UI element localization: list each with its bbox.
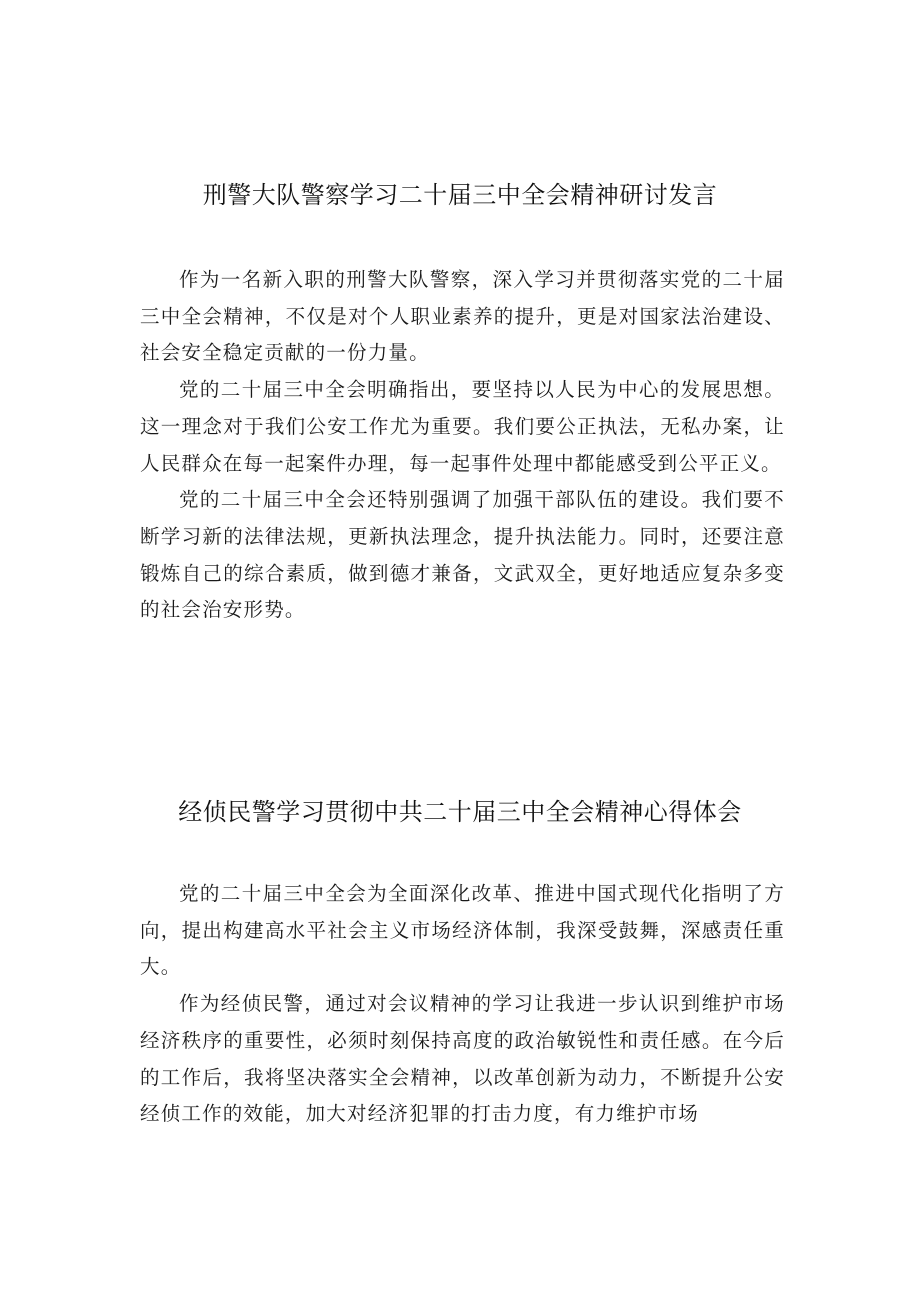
article-2-paragraph: 党的二十届三中全会为全面深化改革、推进中国式现代化指明了方向，提出构建高水平社会主义市场经济体制，我深受鼓舞，深感责任重大。 xyxy=(140,882,785,979)
article-2-title: 经侦民警学习贯彻中共二十届三中全会精神心得体会 xyxy=(178,798,742,826)
article-2-paragraph: 作为经侦民警，通过对会议精神的学习让我进一步认识到维护市场经济秩序的重要性，必须时刻保持高度的政治敏锐性和责任感。在今后的工作后，我将坚决落实全会精神，以改革创新为动力，不断提升公安经侦工作的效能，加大对经济犯罪的打击力度，有力维护市场 xyxy=(140,992,785,1126)
article-1-paragraph: 党的二十届三中全会明确指出，要坚持以人民为中心的发展思想。这一理念对于我们公安工作尤为重要。我们要公正执法，无私办案，让人民群众在每一起案件办理，每一起事件处理中都能感受到公平正义。 xyxy=(140,378,785,475)
article-1-paragraph: 作为一名新入职的刑警大队警察，深入学习并贯彻落实党的二十届三中全会精神，不仅是对个人职业素养的提升，更是对国家法治建设、社会安全稳定贡献的一份力量。 xyxy=(140,268,785,365)
article-1-title: 刑警大队警察学习二十届三中全会精神研讨发言 xyxy=(202,181,718,209)
article-1-paragraph: 党的二十届三中全会还特别强调了加强干部队伍的建设。我们要不断学习新的法律法规，更新执法理念，提升执法能力。同时，还要注意锻炼自己的综合素质，做到德才兼备，文武双全，更好地适应复杂多变的社会治安形势。 xyxy=(140,488,785,622)
article-2-body xyxy=(140,876,785,1133)
article-1-body xyxy=(140,262,785,629)
